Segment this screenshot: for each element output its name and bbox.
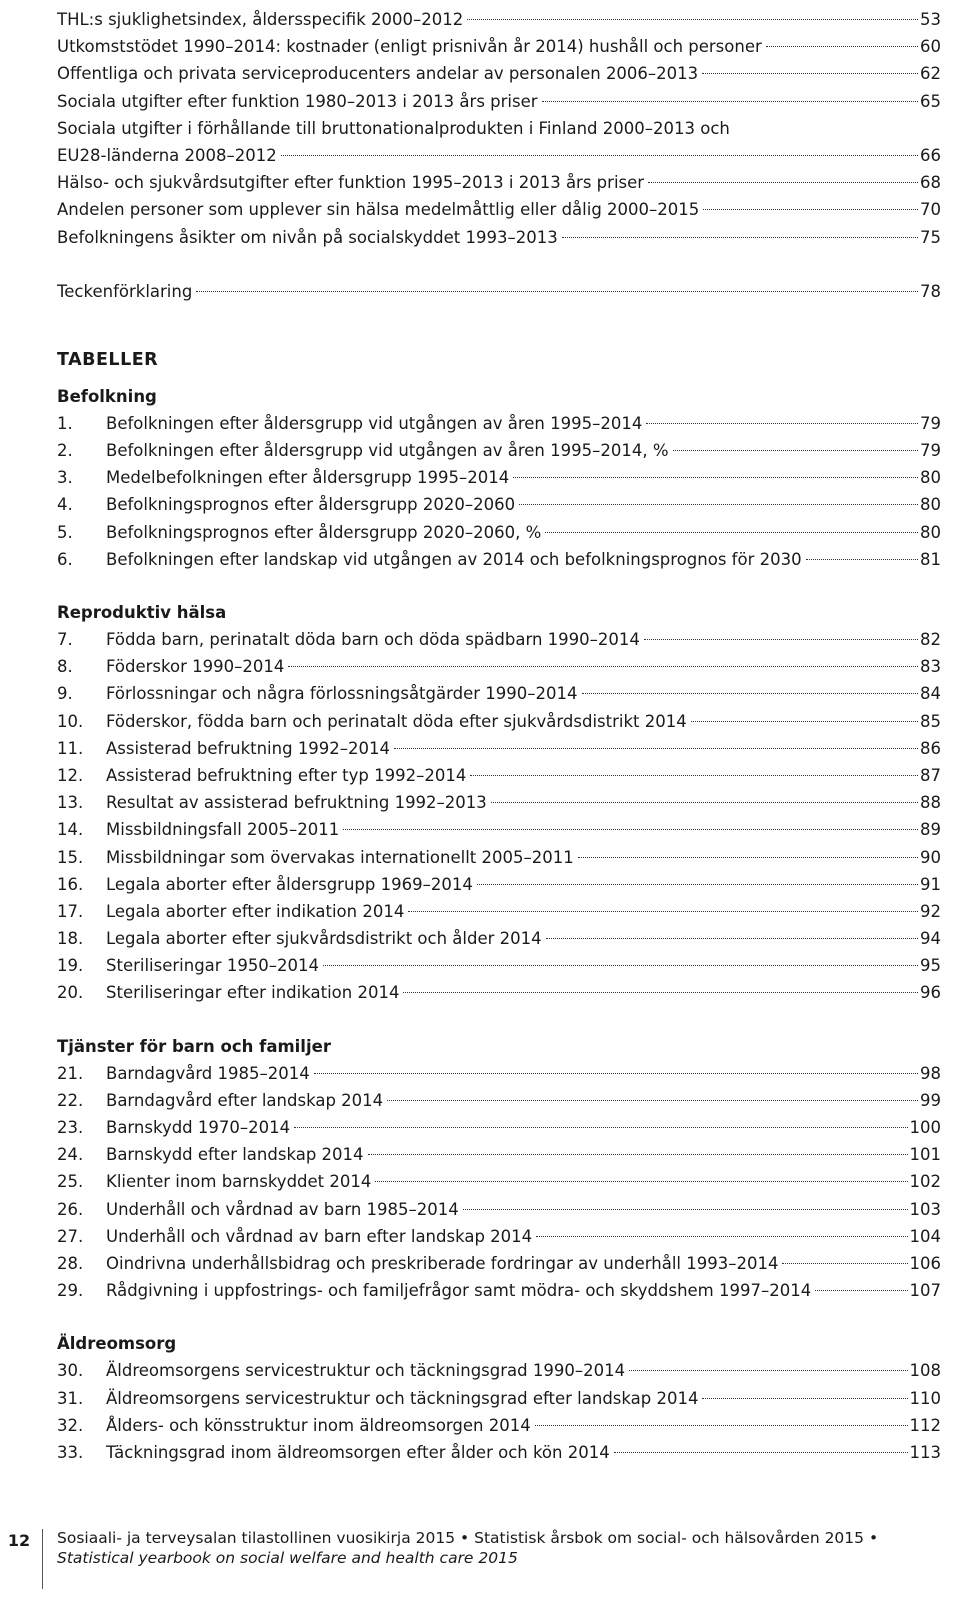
table-page: 89 [920, 820, 941, 840]
dot-leader [470, 775, 918, 776]
toc-entry[interactable] [57, 33, 941, 60]
dot-leader [281, 155, 918, 156]
table-list-item[interactable] [57, 464, 941, 491]
table-page: 106 [909, 1253, 941, 1273]
table-page: 108 [909, 1361, 941, 1381]
table-list-item[interactable] [57, 708, 941, 735]
table-number: 17. [57, 901, 84, 921]
table-page: 91 [920, 874, 941, 894]
toc-entry-title: Sociala utgifter efter funktion 1980–2013 i 2013 års priser [57, 91, 538, 111]
table-page: 98 [920, 1063, 941, 1083]
table-number: 5. [57, 522, 73, 542]
table-list-item[interactable] [57, 437, 941, 464]
dot-leader [375, 1181, 907, 1182]
table-page: 86 [920, 738, 941, 758]
toc-entry-page: 68 [920, 173, 941, 193]
dot-leader [648, 182, 918, 183]
table-number: 14. [57, 820, 84, 840]
table-title: Förlossningar och några förlossningsåtgärder 1990–2014 [106, 684, 578, 704]
table-title: Legala aborter efter åldersgrupp 1969–2014 [106, 874, 473, 894]
table-page: 85 [920, 711, 941, 731]
table-list-item[interactable] [57, 898, 941, 925]
toc-entry-page: 62 [920, 64, 941, 84]
section-gap [57, 573, 941, 599]
table-list-item[interactable] [57, 816, 941, 843]
table-number: 6. [57, 549, 73, 569]
page-footer [0, 1529, 960, 1589]
table-number: 30. [57, 1361, 84, 1381]
table-page: 112 [909, 1415, 941, 1435]
section-gap [57, 1007, 941, 1033]
table-list-item[interactable] [57, 410, 941, 437]
table-list-item[interactable] [57, 1168, 941, 1195]
toc-entry-title: Teckenförklaring [57, 281, 193, 301]
table-title: Äldreomsorgens servicestruktur och täckningsgrad 1990–2014 [106, 1361, 626, 1381]
dot-leader [294, 1127, 907, 1128]
dot-leader [535, 1425, 908, 1426]
toc-entry-title: Utkomststödet 1990–2014: kostnader (enligt prisnivån år 2014) hushåll och personer [57, 37, 762, 57]
section-gap [57, 1304, 941, 1330]
table-number: 1. [57, 413, 73, 433]
table-number: 8. [57, 657, 73, 677]
toc-entry[interactable] [57, 88, 941, 115]
table-title: Befolkningsprognos efter åldersgrupp 2020–2060 [106, 495, 516, 515]
table-page: 104 [909, 1226, 941, 1246]
dot-leader [477, 884, 918, 885]
dot-leader [463, 1209, 908, 1210]
toc-entry-page: 65 [920, 91, 941, 111]
table-number: 24. [57, 1145, 84, 1165]
table-title: Befolkningsprognos efter åldersgrupp 2020–2060, % [106, 522, 542, 542]
table-number: 27. [57, 1226, 84, 1246]
table-list-item[interactable] [57, 653, 941, 680]
table-number: 33. [57, 1442, 84, 1462]
table-list-item[interactable] [57, 491, 941, 518]
table-page: 82 [920, 630, 941, 649]
dot-leader [542, 101, 918, 102]
table-title: Legala aborter efter sjukvårdsdistrikt och ålder 2014 [106, 929, 542, 949]
table-list-item[interactable] [57, 1087, 941, 1114]
table-page: 80 [920, 522, 941, 542]
table-page: 100 [909, 1118, 941, 1137]
dot-leader [702, 73, 918, 74]
dot-leader [673, 450, 918, 451]
table-list-item[interactable] [57, 680, 941, 707]
dot-leader [766, 46, 918, 47]
table-number: 31. [57, 1388, 84, 1408]
dot-leader [546, 938, 918, 939]
table-title: Assisterad befruktning efter typ 1992–2014 [106, 765, 467, 785]
dot-leader [408, 911, 918, 912]
table-list-item[interactable] [57, 735, 941, 762]
toc-entry-title: Offentliga och privata serviceproducenters andelar av personalen 2006–2013 [57, 64, 699, 84]
table-page: 95 [920, 956, 941, 976]
toc-entry-line2 [57, 142, 941, 169]
dot-leader [702, 1398, 907, 1399]
dot-leader [629, 1370, 907, 1371]
table-title: Klienter inom barnskyddet 2014 [106, 1172, 372, 1192]
table-list-item[interactable] [57, 979, 941, 1006]
table-list-item[interactable] [57, 762, 941, 789]
table-title: Underhåll och vårdnad av barn 1985–2014 [106, 1199, 459, 1219]
toc-entry-page: 70 [920, 200, 941, 220]
dot-leader [703, 209, 918, 210]
toc-entry-title: EU28-länderna 2008–2012 [57, 145, 277, 165]
table-list-item[interactable] [57, 1196, 941, 1223]
dot-leader [536, 1236, 907, 1237]
table-title: Rådgivning i uppfostrings- och familjefrågor samt mödra- och skyddshem 1997–2014 [106, 1281, 812, 1301]
dot-leader [691, 721, 918, 722]
toc-entry-title: Hälso- och sjukvårdsutgifter efter funktion 1995–2013 i 2013 års priser [57, 173, 645, 193]
toc-entry-title: Befolkningens åsikter om nivån på socialskyddet 1993–2013 [57, 227, 558, 247]
section-heading: Äldreomsorg [57, 1334, 177, 1354]
table-number: 29. [57, 1281, 84, 1301]
footer-publication-title: Sosiaali- ja terveysalan tilastollinen vuosikirja 2015 • Statistisk årsbok om social- och hälsovården 2015 • [57, 1529, 879, 1547]
toc-entry-page: 78 [920, 281, 941, 301]
table-list-item[interactable] [57, 519, 941, 546]
dot-leader [314, 1073, 918, 1074]
table-number: 22. [57, 1090, 84, 1110]
section-heading: Tjänster för barn och familjer [57, 1036, 331, 1056]
table-list-item[interactable] [57, 1114, 941, 1141]
table-title: Assisterad befruktning 1992–2014 [106, 738, 391, 758]
table-page: 81 [920, 549, 941, 569]
toc-entry[interactable] [57, 278, 941, 305]
table-page: 110 [909, 1388, 941, 1408]
table-number: 23. [57, 1118, 84, 1137]
table-page: 113 [909, 1442, 941, 1462]
table-list-item[interactable] [57, 546, 941, 573]
table-list-item[interactable] [57, 1141, 941, 1168]
toc-entry-page: 53 [920, 10, 941, 29]
dot-leader [562, 237, 918, 238]
footer-divider [42, 1529, 43, 1589]
table-page: 96 [920, 983, 941, 1003]
table-title: Föderskor, födda barn och perinatalt döda efter sjukvårdsdistrikt 2014 [106, 711, 687, 731]
toc-entry[interactable] [57, 196, 941, 223]
table-list-item[interactable] [57, 925, 941, 952]
toc-entry[interactable] [57, 6, 941, 33]
table-page: 99 [920, 1090, 941, 1110]
table-number: 10. [57, 711, 84, 731]
table-number: 18. [57, 929, 84, 949]
table-title: Medelbefolkningen efter åldersgrupp 1995–2014 [106, 468, 510, 488]
table-number: 25. [57, 1172, 84, 1192]
table-title: Missbildningar som övervakas internationellt 2005–2011 [106, 847, 574, 867]
dot-leader [196, 291, 918, 292]
table-list-item[interactable] [57, 1412, 941, 1439]
table-number: 32. [57, 1415, 84, 1435]
tables-heading: TABELLER [57, 349, 159, 370]
toc-entry-page: 75 [920, 227, 941, 247]
table-list-item[interactable] [57, 1277, 941, 1304]
table-page: 92 [920, 901, 941, 921]
table-page: 80 [920, 495, 941, 515]
table-title: Barnskydd 1970–2014 [106, 1118, 291, 1137]
table-sections [57, 375, 941, 1466]
dot-leader [646, 423, 918, 424]
section-heading: Reproduktiv hälsa [57, 603, 227, 622]
table-number: 12. [57, 765, 84, 785]
table-title: Äldreomsorgens servicestruktur och täckningsgrad efter landskap 2014 [106, 1388, 699, 1408]
table-number: 2. [57, 441, 73, 461]
table-title: Befolkningen efter åldersgrupp vid utgången av åren 1995–2014 [106, 413, 643, 433]
footer-page-number: 12 [7, 1531, 31, 1550]
dot-leader [491, 802, 918, 803]
table-page: 107 [909, 1281, 941, 1301]
section-gap [57, 375, 941, 383]
dot-leader [614, 1452, 908, 1453]
toc-entry-page: 60 [920, 37, 941, 57]
table-number: 19. [57, 956, 84, 976]
table-title: Missbildningsfall 2005–2011 [106, 820, 340, 840]
toc-entry[interactable] [57, 169, 941, 196]
dot-leader [513, 477, 918, 478]
table-title: Befolkningen efter landskap vid utgången av 2014 och befolkningsprognos för 2030 [106, 549, 802, 569]
dot-leader [323, 965, 918, 966]
dot-leader [545, 532, 918, 533]
table-title: Föderskor 1990–2014 [106, 657, 285, 677]
table-number: 16. [57, 874, 84, 894]
footer-publication-title-english: Statistical yearbook on social welfare and health care 2015 [57, 1549, 518, 1567]
table-title: Ålders- och könsstruktur inom äldreomsorgen 2014 [106, 1415, 531, 1435]
dot-leader [403, 992, 918, 993]
table-number: 4. [57, 495, 73, 515]
table-number: 13. [57, 793, 84, 813]
table-list-item[interactable] [57, 1439, 941, 1466]
table-list-item[interactable] [57, 844, 941, 871]
table-list-item[interactable] [57, 789, 941, 816]
table-page: 94 [920, 929, 941, 949]
table-page: 79 [920, 441, 941, 461]
table-title: Oindrivna underhållsbidrag och preskriberade fordringar av underhåll 1993–2014 [106, 1253, 779, 1273]
dot-leader [368, 1154, 908, 1155]
table-list-item[interactable] [57, 871, 941, 898]
table-number: 20. [57, 983, 84, 1003]
table-page: 101 [909, 1145, 941, 1165]
toc-entry[interactable] [57, 115, 941, 169]
table-page: 88 [920, 793, 941, 813]
toc-entry-title: THL:s sjuklighetsindex, åldersspecifik 2000–2012 [57, 10, 464, 29]
table-title: Täckningsgrad inom äldreomsorgen efter ålder och kön 2014 [106, 1442, 610, 1462]
table-page: 84 [920, 684, 941, 704]
table-page: 83 [920, 657, 941, 677]
table-page: 90 [920, 847, 941, 867]
table-page: 102 [909, 1172, 941, 1192]
table-page: 80 [920, 468, 941, 488]
dot-leader [288, 666, 918, 667]
table-list-item[interactable] [57, 1250, 941, 1277]
toc-entry-title: Andelen personer som upplever sin hälsa medelmåttlig eller dålig 2000–2015 [57, 200, 700, 220]
table-list-item[interactable] [57, 952, 941, 979]
table-title: Steriliseringar efter indikation 2014 [106, 983, 400, 1003]
table-page: 79 [920, 413, 941, 433]
dot-leader [578, 857, 918, 858]
table-title: Barndagvård 1985–2014 [106, 1063, 310, 1083]
dot-leader [815, 1290, 907, 1291]
dot-leader [343, 829, 918, 830]
table-number: 3. [57, 468, 73, 488]
dot-leader [394, 748, 918, 749]
dot-leader [782, 1263, 907, 1264]
table-number: 21. [57, 1063, 84, 1083]
toc-entry-title-line1: Sociala utgifter i förhållande till bruttonationalprodukten i Finland 2000–2013 och [57, 118, 730, 138]
table-list-item[interactable] [57, 1385, 941, 1412]
table-title: Underhåll och vårdnad av barn efter landskap 2014 [106, 1226, 533, 1246]
table-title: Födda barn, perinatalt döda barn och döda spädbarn 1990–2014 [106, 630, 640, 649]
dot-leader [387, 1100, 918, 1101]
table-number: 7. [57, 630, 73, 649]
section-heading: Befolkning [57, 386, 157, 406]
figure-list [57, 6, 941, 251]
toc-entry-page: 66 [920, 145, 941, 165]
dot-leader [519, 504, 918, 505]
toc-page [57, 6, 941, 1466]
table-page: 87 [920, 765, 941, 785]
table-page: 103 [909, 1199, 941, 1219]
table-title: Befolkningen efter åldersgrupp vid utgången av åren 1995–2014, % [106, 441, 669, 461]
table-title: Resultat av assisterad befruktning 1992–2013 [106, 793, 487, 813]
table-title: Steriliseringar 1950–2014 [106, 956, 320, 976]
dot-leader [582, 693, 919, 694]
table-number: 15. [57, 847, 84, 867]
table-number: 11. [57, 738, 84, 758]
toc-entry[interactable] [57, 60, 941, 87]
dot-leader [806, 559, 918, 560]
table-number: 28. [57, 1253, 84, 1273]
dot-leader [467, 19, 918, 20]
table-list-item[interactable] [57, 626, 941, 653]
table-number: 9. [57, 684, 73, 704]
table-list-item[interactable] [57, 1060, 941, 1087]
table-list-item[interactable] [57, 1357, 941, 1384]
table-number: 26. [57, 1199, 84, 1219]
table-title: Barndagvård efter landskap 2014 [106, 1090, 384, 1110]
table-title: Legala aborter efter indikation 2014 [106, 901, 405, 921]
table-title: Barnskydd efter landskap 2014 [106, 1145, 364, 1165]
dot-leader [644, 639, 918, 640]
table-list-item[interactable] [57, 1223, 941, 1250]
toc-entry[interactable] [57, 224, 941, 251]
